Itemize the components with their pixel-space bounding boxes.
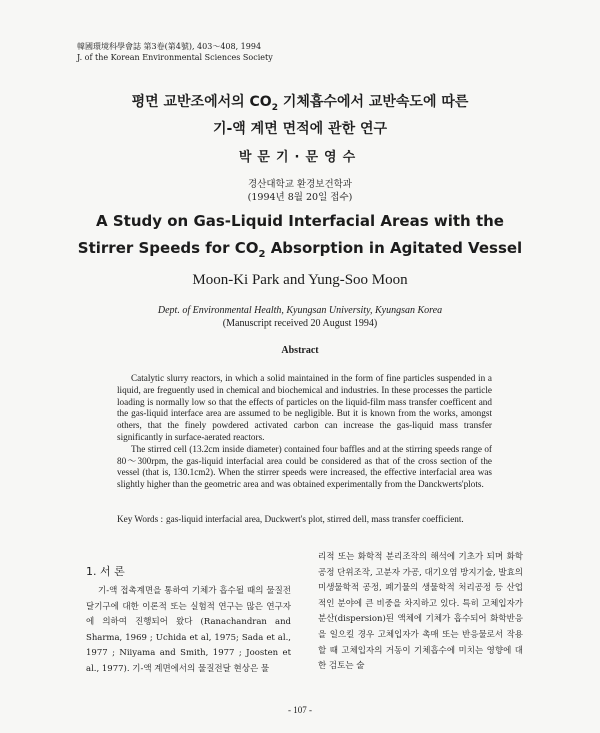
korean-authors: 박문기·문영수 xyxy=(238,150,362,165)
page-number: - 107 - xyxy=(288,705,312,715)
keywords-text: gas-liquid interfacial area, Duckwert's plot, stirred dell, mass transfer coefficient. xyxy=(166,514,464,524)
journal-citation-english: J. of the Korean Environmental Sciences Society xyxy=(77,53,273,62)
abstract-paragraph-1: Catalytic slurry reactors, in which a solid maintained in the form of fine particles suspended in a liquid, are freguently used in chemical and biochemical and industries. In these processes the particle loading is normally low so that the effects of particles on the liquid-film mass transfer coefficent and the gas-liquid interface area are assumed to be negligible. But it is known from the works, amongst others, that the finely powdered activated carbon can increase the gas-liquid mass transfer significantly in surface-aerated reactors. xyxy=(117,373,492,442)
korean-affiliation-block xyxy=(0,178,600,204)
english-received-date: (Manuscript received 20 August 1994) xyxy=(222,318,378,329)
journal-citation-korean: 韓國環境科學會誌 第3卷(第4號), 403～408, 1994 xyxy=(77,42,262,51)
korean-title-part2: 기체흡수에서 교반속도에 따른 xyxy=(277,94,469,110)
journal-citation xyxy=(77,41,273,63)
intro-text-left: 기-액 접촉계면을 통하여 기체가 흡수될 때의 물질전달기구에 대한 이론적 또는 실험적 연구는 많은 연구자에 의하여 진행되어 왔다 (Ranachandran and Sharma, 1969 ; Uchida et al, 1975; Sada et al., 1977 ; Niiyama and Smith, 1977 ; Joosten et al., 1977). 기-액 계면에서의 물질전달 현상은 물 xyxy=(86,586,291,674)
abstract-paragraph-2: The stirred cell (13.2cm inside diameter) contained four baffles and at the stirring speeds range of 80～300rpm, the gas-liquid interfacial area could be considered as that of the cross section of the vessel (that is, 130.1cm2). When the stirrer speeds were increased, the effective interfacial area was slightly higher than the geometric area and was obtained experimentally from the Danckwerts'plots. xyxy=(117,443,492,490)
korean-title-subscript: 2 xyxy=(271,102,278,113)
english-title xyxy=(0,208,600,268)
section-heading-introduction: 1. 서 론 xyxy=(86,565,125,578)
intro-text-right: 리적 또는 화학적 분리조작의 해석에 기초가 되며 화학공정 단위조작, 고분자 가공, 대기오염 방지기술, 발효의 미생물학적 공정, 폐기물의 생물학적 처리공정 등 산업적인 분야에 큰 비중을 차지하고 있다. 특히 고체입자가 분산(dispersion)된 액체에 기체가 흡수되어 화학반응을 일으킬 경우 고체입자가 촉매 또는 반응물로서 작용할 때 고체입자의 거동이 기체흡수에 미치는 영향에 대한 검토는 술 xyxy=(318,552,523,672)
english-title-line2-part2: Absorption in Agitated Vessel xyxy=(265,239,523,257)
english-title-line2-part1: Stirrer Speeds for CO xyxy=(77,239,259,257)
english-authors: Moon-Ki Park and Yung-Soo Moon xyxy=(192,272,408,288)
body-column-right xyxy=(318,550,523,675)
english-affiliation: Dept. of Environmental Health, Kyungsan University, Kyungsan Korea xyxy=(157,305,443,316)
keywords xyxy=(117,514,492,526)
korean-received-date: (1994년 8월 20일 접수) xyxy=(247,192,353,203)
korean-affiliation: 경산대학교 환경보건학과 xyxy=(248,179,352,190)
body-column-left xyxy=(86,584,291,678)
korean-title xyxy=(0,92,600,140)
abstract-body xyxy=(117,373,492,491)
korean-title-line2: 기-액 계면 면적에 관한 연구 xyxy=(212,120,388,137)
korean-title-part1: 평면 교반조에서의 CO xyxy=(131,94,272,110)
english-title-line1: A Study on Gas-Liquid Interfacial Areas with the xyxy=(96,212,504,230)
english-title-subscript: 2 xyxy=(258,249,266,260)
english-affiliation-block xyxy=(0,304,600,330)
abstract-heading: Abstract xyxy=(281,345,319,356)
keywords-label: Key Words : xyxy=(117,514,164,524)
